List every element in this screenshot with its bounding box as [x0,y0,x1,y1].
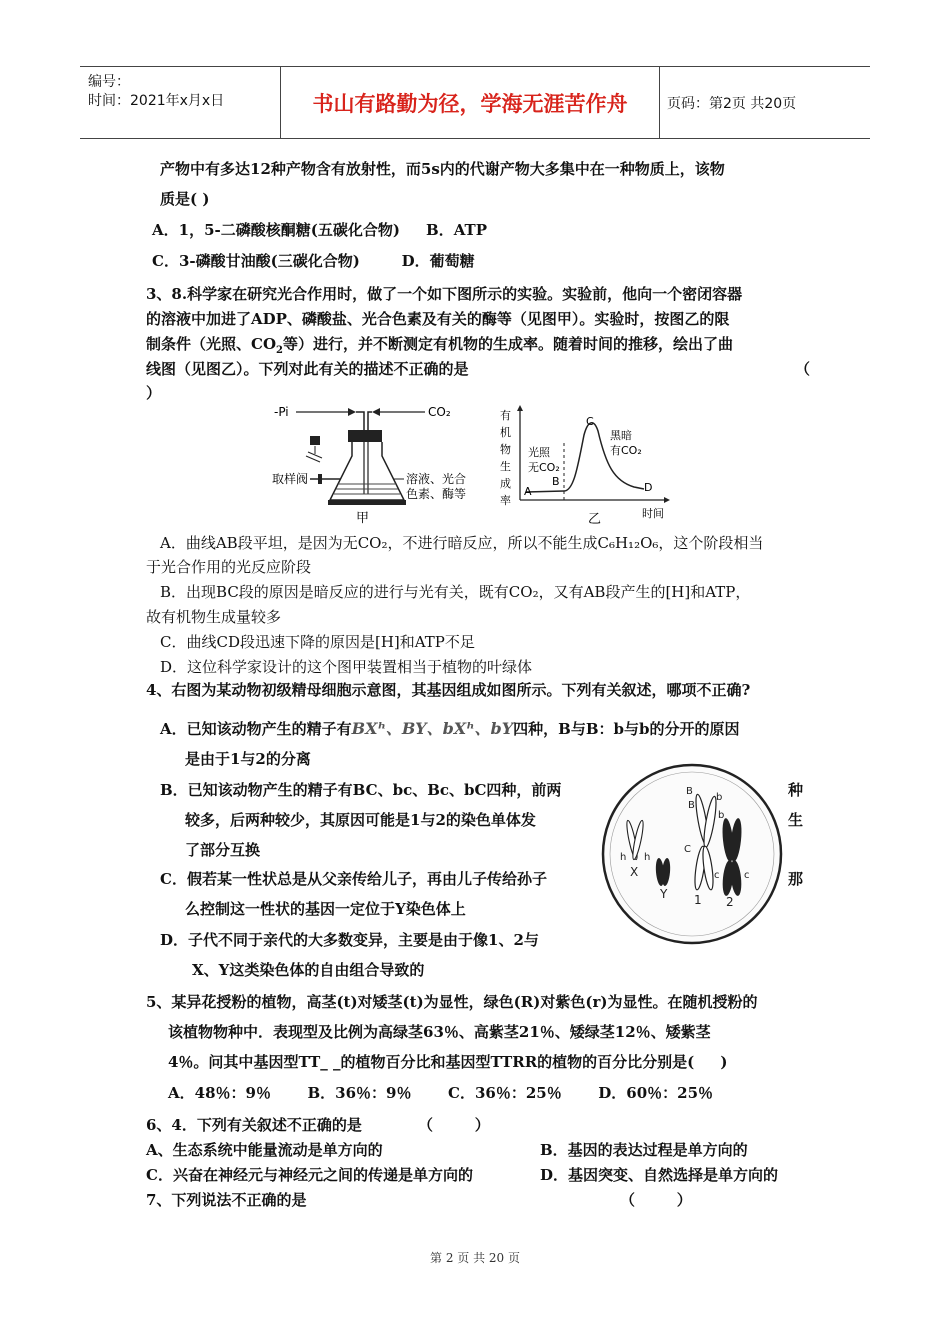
fig-yi-withco2-label: 有CO₂ [610,444,642,457]
q4-option-b-line2-tail: 生 [788,811,804,829]
q2-option-cd: C．3-磷酸甘油酸(三碳化合物) D．葡萄糖 [152,252,475,270]
q2-line1: 产物中有多达12种产物含有放射性，而5s内的代谢产物大多集中在一种物质上，该物 [160,160,725,178]
fig-yi-light-label: 光照 [528,446,550,459]
cell-gene-b4: b [718,810,725,821]
q3-option-d: D．这位科学家设计的这个图甲装置相当于植物的叶绿体 [160,658,533,676]
fig-yi-point-b: B [552,475,560,488]
q4-option-c-line1: C．假若某一性状总是从父亲传给儿子，再由儿子传给孙子 [160,870,547,888]
fig-jia-co2-label: CO₂ [428,405,451,419]
q6-option-b: B．基因的表达过程是单方向的 [540,1141,748,1159]
cell-gene-c1: C [684,844,691,855]
fig-yi-ylabel-5: 成 [500,477,511,490]
date-label: 时间：2021年x月x日 [88,93,225,109]
q6-option-c: C．兴奋在神经元与神经元之间的传递是单方向的 [146,1166,473,1184]
fig-yi-ylabel-2: 机 [500,426,511,439]
q5-stem-line3: 4％。问其中基因型TT_ _的植物百分比和基因型TTRR的植物的百分比分别是( ) [168,1053,728,1071]
q4-option-a-line2: 是由于1与2的分离 [185,750,311,768]
cell-label-2: 2 [726,895,734,909]
figure-jia-apparatus [270,400,480,525]
q3-option-c: C．曲线CD段迅速下降的原因是[H]和ATP不足 [160,633,475,651]
fig-yi-xlabel: 时间 [642,507,664,520]
fig-jia-valve-label: 取样阀 [272,472,309,486]
q4-option-c-line2: 么控制这一性状的基因一定位于Y染色体上 [185,900,466,918]
q4-stem: 4、右图为某动物初级精母细胞示意图，其基因组成如图所示。下列有关叙述，哪项不正确? [146,681,751,699]
q4-option-b-line3: 了部分互换 [185,841,261,859]
q6-paren: （ ） [418,1116,490,1134]
header-motto: 书山有路勤为径，学海无涯苦作舟 [280,67,660,138]
q3-stem-line1: 3、8.科学家在研究光合作用时，做了一个如下图所示的实验。实验前，他向一个密闭容器 [146,285,743,303]
cell-gene-c2: c [714,870,720,881]
fig-yi-noco2-label: 无CO₂ [528,461,560,474]
q3-stem-line3: 制条件（光照、$CO_2$等）进行，并不断测定有机物的生成率。随着时间的推移，绘出了曲 [146,335,733,356]
q4-option-b-line1: B．已知该动物产生的精子有BC、bc、Bc、bC四种，前两 [160,781,562,799]
q7-stem: 7、下列说法不正确的是 [146,1191,307,1209]
q4-option-a-genes: BXʰ、BY、bXʰ、bY [351,719,514,738]
q3-paren-close: ） [146,384,162,402]
fig-yi-ylabel-3: 物 [500,443,511,456]
fig-jia-solution-label2: 色素、酶等 [406,487,467,501]
q3-stem-line4: 线图（见图乙）。下列对此有关的描述不正确的是 [146,360,469,378]
figure-yi-curve [498,405,678,530]
q3-option-a-line1: A．曲线AB段平坦，是因为无CO₂，不进行暗反应，所以不能生成C₆H₁₂O₆，这个阶段相当 [160,534,764,552]
fig-yi-ylabel-6: 率 [500,494,511,507]
cell-gene-b1: B [686,786,693,797]
cell-label-y: Y [660,887,668,901]
q6-option-a: A、生态系统中能量流动是单方向的 [146,1141,383,1159]
q3-stem-line2: 的溶液中加进了ADP、磷酸盐、光合色素及有关的酶等（见图甲）。实验时，按图乙的限 [146,310,730,328]
q2-option-ab: A．1，5-二磷酸核酮糖(五碳化合物) B．ATP [152,221,487,239]
cell-gene-c3: c [744,870,750,881]
q6-stem: 6、4．下列有关叙述不正确的是 [146,1116,362,1134]
fig-jia-caption: 甲 [356,511,370,525]
q5-stem-line1: 5、某异花授粉的植物，高茎(t)对矮茎(t)为显性，绿色(R)对紫色(r)为显性。在随机授粉的 [146,993,758,1011]
q5-options: A．48％：9％ B．36％：9％ C．36％：25％ D．60％：25％ [168,1084,714,1102]
q4-option-c-line1-tail: 那 [788,870,804,888]
cell-gene-h2: h [644,852,651,863]
header-meta [80,67,280,138]
fig-yi-point-c: C [586,415,594,428]
header-page-label: 页码：第2页 共20页 [667,95,797,112]
fig-yi-ylabel-4: 生 [500,460,511,473]
fig-jia-pi-label: -Pi [274,405,289,419]
page-header [80,66,870,139]
q3-option-b-line1: B．出现BC段的原因是暗反应的进行与光有关，既有CO₂，又有AB段产生的[H]和ATP， [160,583,751,601]
q6-option-d: D．基因突变、自然选择是单方向的 [540,1166,779,1184]
fig-yi-dark-label: 黑暗 [610,429,632,442]
fig-yi-caption: 乙 [588,512,602,527]
cell-gene-h1: h [620,852,627,863]
q2-line2: 质是( ) [160,190,210,208]
q4-option-a-line1: A．已知该动物产生的精子有BXʰ、BY、bXʰ、bY四种，B与B：b与b的分开的原因 [160,719,740,738]
q4-option-d-line2: X、Y这类染色体的自由组合导致的 [192,961,425,979]
cell-gene-b3: b [716,792,723,803]
q3-option-a-line2: 于光合作用的光反应阶段 [146,558,312,576]
cell-label-1: 1 [694,893,702,907]
q7-paren: （ ） [620,1191,692,1209]
figure-cell-chromosomes [598,760,786,948]
fig-yi-ylabel-1: 有 [500,409,511,422]
fig-yi-point-a: A [524,485,532,498]
fig-yi-point-d: D [644,481,653,494]
cell-gene-b2: B [688,800,695,811]
q3-paren-open: （ [795,360,811,378]
cell-label-x: X [630,865,639,879]
q4-option-b-line2: 较多，后两种较少，其原因可能是1与2的染色单体发 [185,811,536,829]
fig-jia-solution-label1: 溶液、光合 [406,472,467,486]
q4-option-b-line1-tail: 种 [788,781,804,799]
page-footer: 第 2 页 共 20 页 [430,1251,520,1265]
q3-option-b-line2: 故有机物生成量较多 [146,608,282,626]
q5-stem-line2: 该植物物种中．表现型及比例为高绿茎63％、高紫茎21％、矮绿茎12％、矮紫茎 [168,1023,711,1041]
q4-option-d-line1: D．子代不同于亲代的大多数变异，主要是由于像1、2与 [160,931,539,949]
serial-label: 编号： [88,74,130,90]
